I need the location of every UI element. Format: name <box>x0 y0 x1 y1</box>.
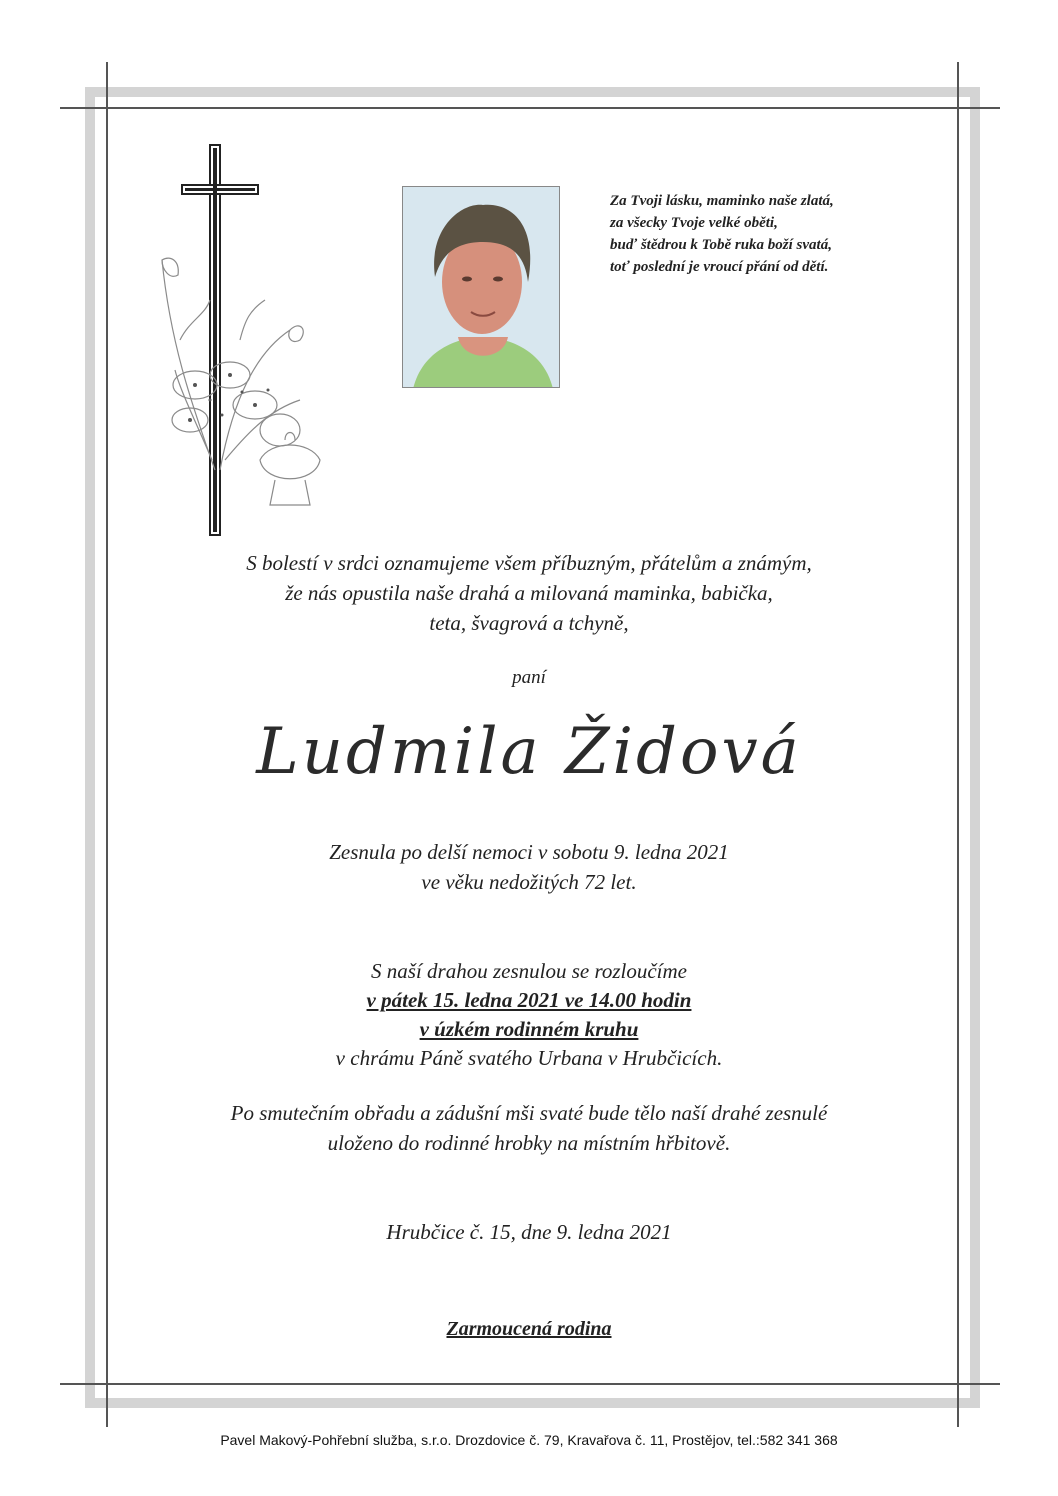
portrait-photo <box>402 186 560 388</box>
flower-arrangement-icon <box>162 258 320 505</box>
cross-icon <box>150 140 340 540</box>
footer-funeral-service: Pavel Makový-Pohřební služba, s.r.o. Drozdovice č. 79, Kravařova č. 11, Prostějov, tel.:582 341 368 <box>220 1432 838 1448</box>
intro-text <box>0 548 1058 638</box>
poem-line: Za Tvoji lásku, maminko naše zlatá, <box>610 193 834 209</box>
death-line: Zesnula po delší nemoci v sobotu 9. ledna 2021 <box>329 840 729 864</box>
burial-line: uloženo do rodinné hrobky na místním hřbitově. <box>327 1131 731 1155</box>
burial-notice <box>0 1098 1058 1158</box>
poem-line: toť poslední je vroucí přání od dětí. <box>610 259 829 275</box>
poem-line: buď štědrou k Tobě ruka boží svatá, <box>610 237 832 253</box>
signature: Zarmoucená rodina <box>446 1318 612 1340</box>
frame-bottom-band <box>85 1398 980 1408</box>
deceased-name: Ludmila Židová <box>256 715 802 789</box>
poem-line: za všecky Tvoje velké oběti, <box>610 215 778 231</box>
death-line: ve věku nedožitých 72 let. <box>421 870 637 894</box>
intro-line: že nás opustila naše drahá a milovaná maminka, babička, <box>285 581 773 605</box>
place-date: Hrubčice č. 15, dne 9. ledna 2021 <box>386 1220 672 1244</box>
poem <box>610 190 950 278</box>
farewell-line: S naší drahou zesnulou se rozloučíme <box>371 959 687 983</box>
intro-line: S bolestí v srdci oznamujeme všem příbuzným, přátelům a známým, <box>246 551 812 575</box>
farewell-family-circle: v úzkém rodinném kruhu <box>419 1017 639 1041</box>
burial-line: Po smutečním obřadu a zádušní mši svaté bude tělo naší drahé zesnulé <box>230 1101 828 1125</box>
frame-top-band <box>85 87 980 97</box>
farewell-datetime: v pátek 15. ledna 2021 ve 14.00 hodin <box>366 988 692 1012</box>
frame-top-line <box>60 107 1000 109</box>
farewell-place: v chrámu Páně svatého Urbana v Hrubčicích. <box>335 1046 723 1070</box>
death-notice <box>0 837 1058 897</box>
intro-line: teta, švagrová a tchyně, <box>429 611 629 635</box>
honorific: paní <box>512 667 546 688</box>
frame-bottom-line <box>60 1383 1000 1385</box>
farewell-notice <box>0 957 1058 1073</box>
